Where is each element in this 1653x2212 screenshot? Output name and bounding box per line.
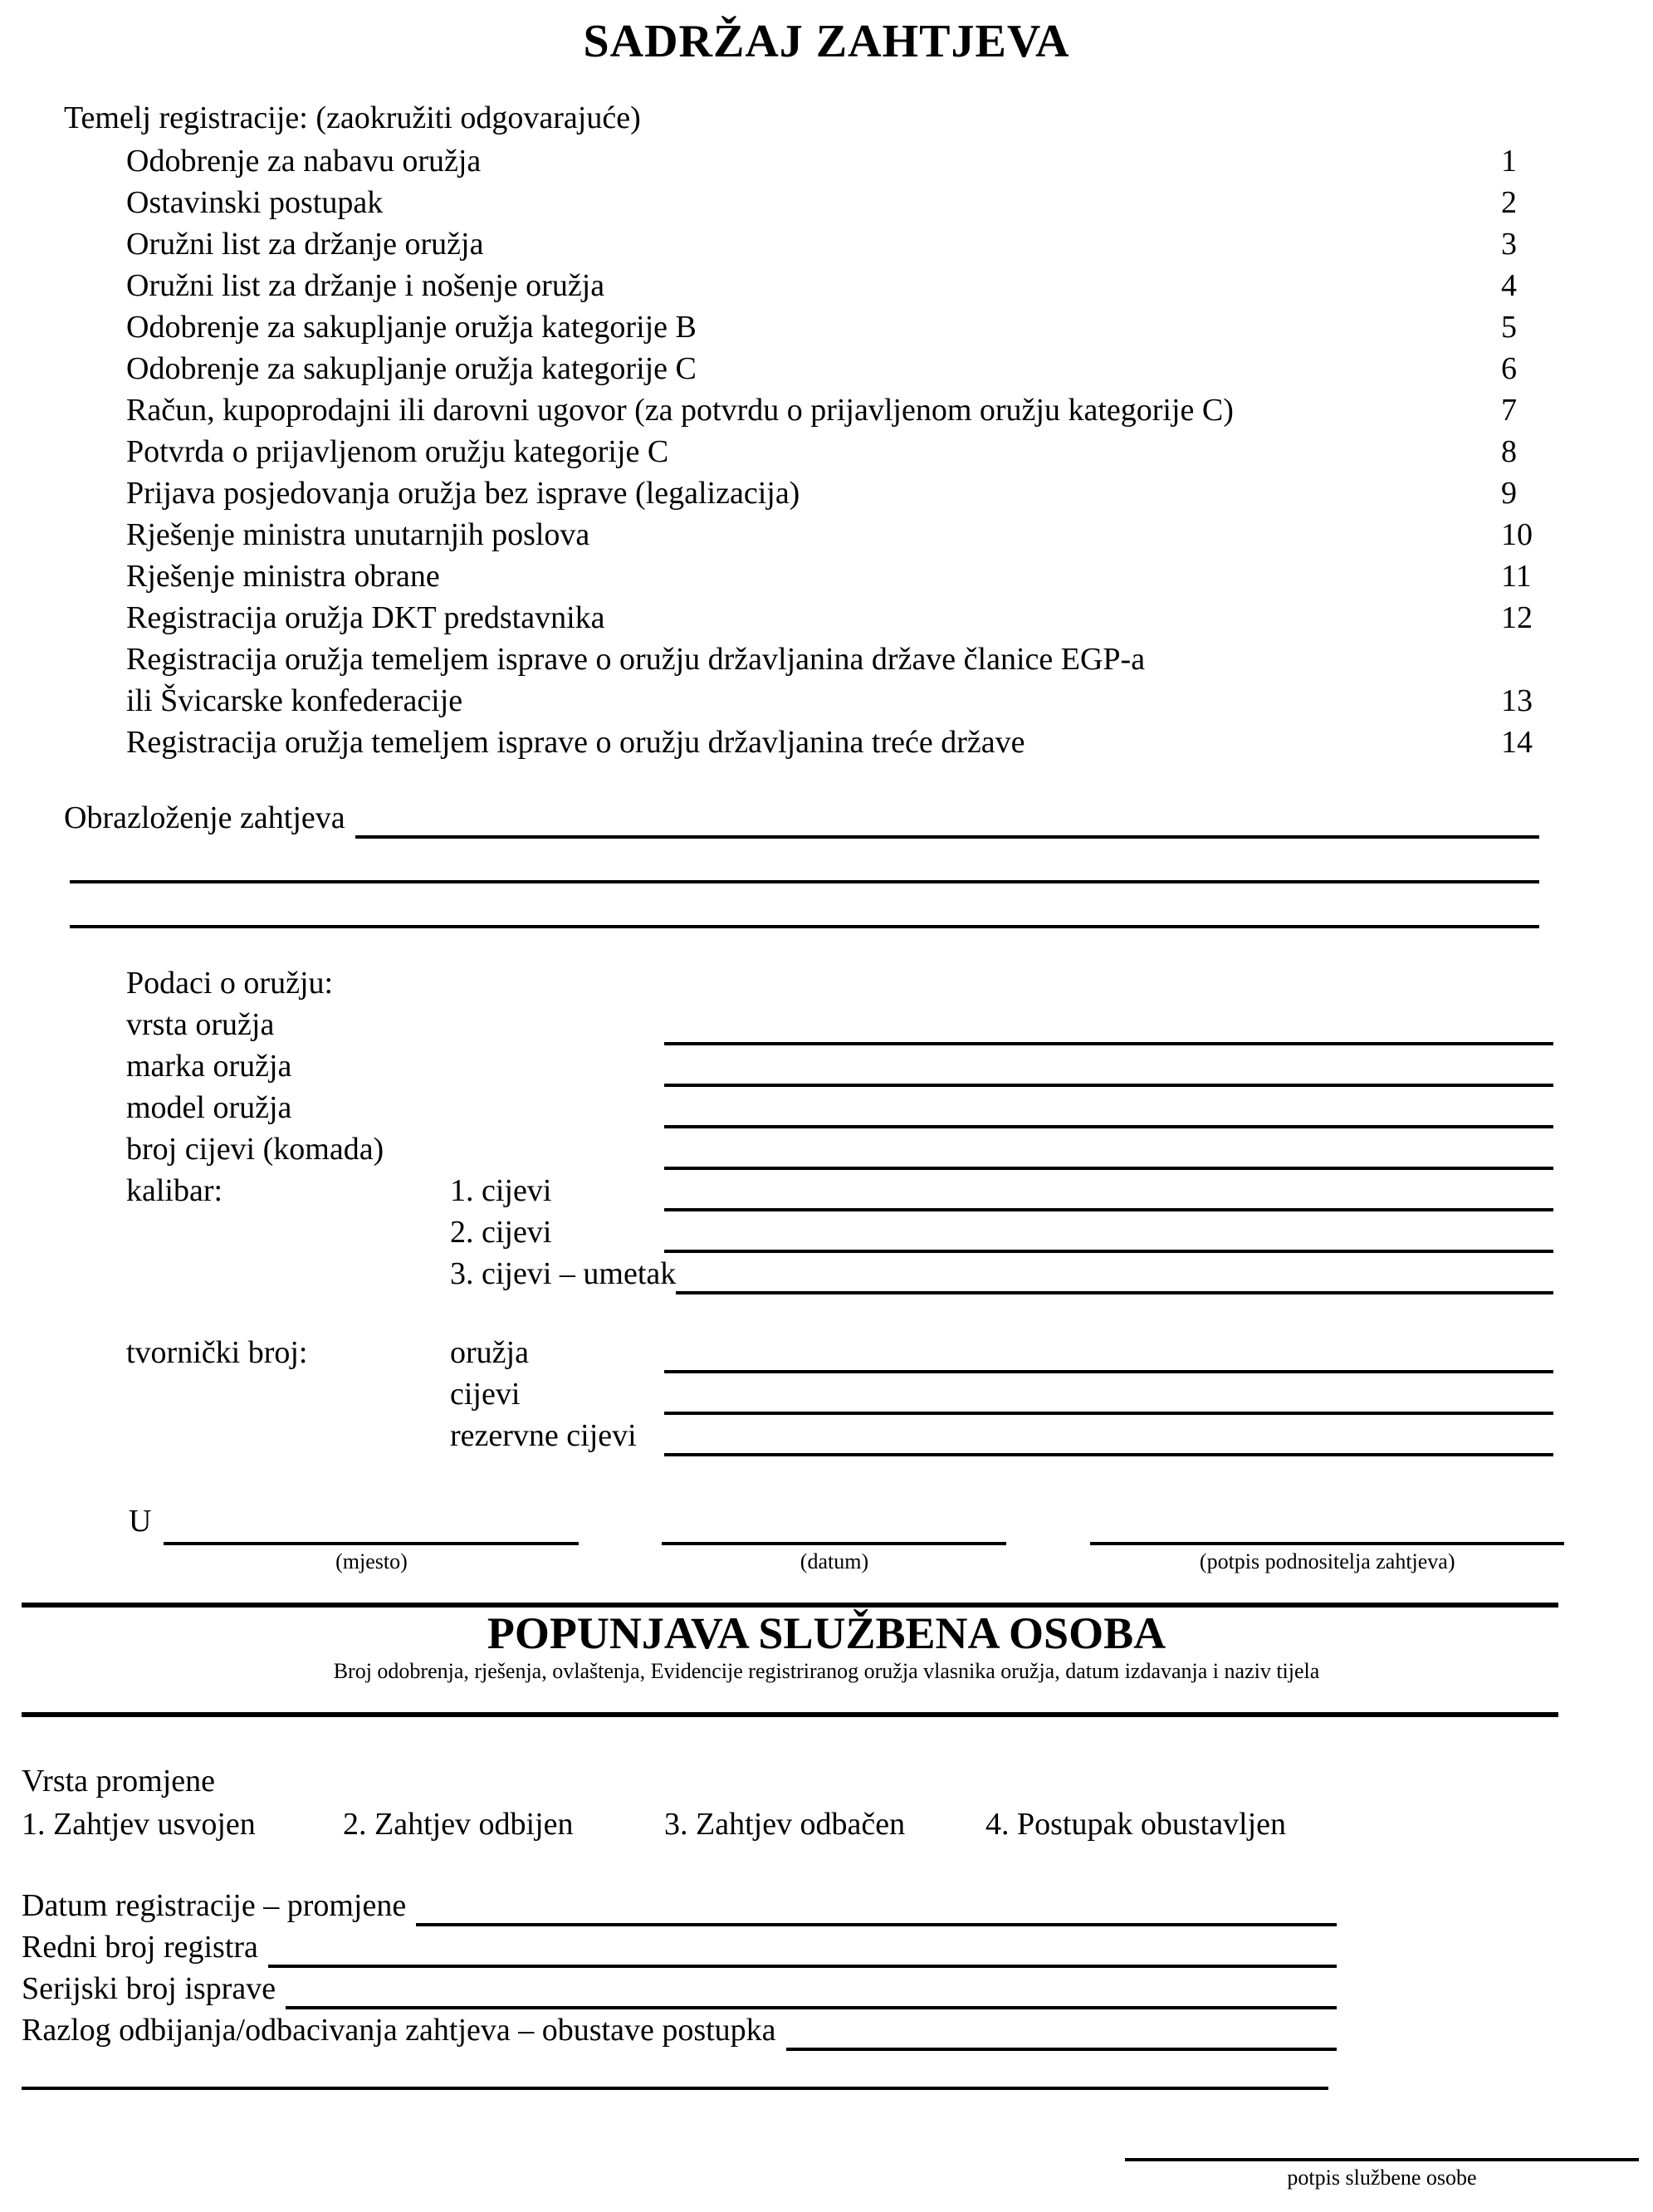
official-section-subtext: Broj odobrenja, rješenja, ovlaštenja, Evidencije registriranog oružja vlasnika oružja, datum izdavanja i naziv tijela bbox=[333, 1659, 1320, 1683]
date-field[interactable] bbox=[662, 1500, 1006, 1545]
registration-date-field[interactable] bbox=[416, 1885, 1337, 1926]
document-serial-field[interactable] bbox=[286, 1968, 1337, 2009]
basis-item-number[interactable]: 10 bbox=[1501, 517, 1533, 552]
place-date-signature-row bbox=[129, 1500, 1564, 1576]
rejection-reason-field[interactable] bbox=[786, 2009, 1337, 2051]
basis-item-label: Odobrenje za sakupljanje oružja kategorije C bbox=[126, 351, 697, 386]
field-sublabel bbox=[450, 1128, 664, 1170]
field-label bbox=[126, 1211, 450, 1253]
field-sublabel: 3. cijevi – umetak bbox=[450, 1256, 677, 1291]
field-label: broj cijevi (komada) bbox=[126, 1132, 384, 1167]
place-field[interactable] bbox=[164, 1500, 579, 1545]
rejection-reason-label: Razlog odbijanja/odbacivanja zahtjeva – obustave postupka bbox=[22, 2013, 776, 2048]
page-title: SADRŽAJ ZAHTJEVA bbox=[583, 16, 1070, 67]
field-row bbox=[126, 1415, 1553, 1456]
factory-number-weapon-field[interactable] bbox=[664, 1332, 1553, 1373]
factory-number-spare-barrel-field[interactable] bbox=[664, 1415, 1553, 1456]
section-divider-top bbox=[22, 1603, 1558, 1608]
weapon-type-field[interactable] bbox=[664, 1004, 1553, 1045]
basis-item-number[interactable]: 13 bbox=[1501, 683, 1533, 718]
basis-item-number[interactable]: 14 bbox=[1501, 725, 1533, 760]
basis-item-label: Rješenje ministra obrane bbox=[126, 559, 440, 594]
field-row bbox=[22, 1968, 1337, 2009]
field-sublabel bbox=[450, 1004, 664, 1045]
field-row bbox=[22, 1926, 1337, 1968]
official-section-heading: POPUNJAVA SLUŽBENA OSOBA bbox=[487, 1608, 1166, 1658]
caliber-barrel2-field[interactable] bbox=[664, 1211, 1553, 1253]
register-number-label: Redni broj registra bbox=[22, 1930, 258, 1965]
basis-item-label: Oružni list za držanje i nošenje oružja bbox=[126, 268, 605, 303]
registration-date-label: Datum registracije – promjene bbox=[22, 1888, 407, 1923]
list-item bbox=[126, 722, 1566, 763]
change-type-heading: Vrsta promjene bbox=[22, 1764, 216, 1798]
basis-item-number[interactable]: 2 bbox=[1501, 185, 1517, 220]
basis-item-label bbox=[126, 639, 1501, 722]
field-label: kalibar: bbox=[126, 1173, 223, 1208]
barrel-count-field[interactable] bbox=[664, 1128, 1553, 1170]
basis-item-number[interactable]: 3 bbox=[1501, 227, 1517, 262]
basis-item-label: Oružni list za držanje oružja bbox=[126, 227, 484, 262]
list-item bbox=[126, 389, 1566, 431]
factory-number-barrel-field[interactable] bbox=[664, 1373, 1553, 1415]
official-fields bbox=[22, 1885, 1337, 2051]
option-request-accepted[interactable]: 1. Zahtjev usvojen bbox=[22, 1807, 256, 1842]
field-row bbox=[126, 1253, 1553, 1294]
caliber-barrel1-field[interactable] bbox=[664, 1170, 1553, 1211]
basis-item-label: Registracija oružja temeljem isprave o oružju državljanina treće države bbox=[126, 725, 1025, 760]
register-number-field[interactable] bbox=[268, 1926, 1337, 1968]
caliber-barrel3-insert-field[interactable] bbox=[676, 1253, 1553, 1294]
basis-item-label: Odobrenje za nabavu oružja bbox=[126, 144, 482, 179]
field-row bbox=[22, 1885, 1337, 1926]
field-sublabel: oružja bbox=[450, 1335, 529, 1370]
field-row bbox=[126, 1128, 1553, 1170]
basis-item-number[interactable]: 5 bbox=[1501, 310, 1517, 345]
field-sublabel: 2. cijevi bbox=[450, 1215, 552, 1250]
place-column bbox=[164, 1500, 579, 1576]
field-row bbox=[126, 1170, 1553, 1211]
date-column bbox=[662, 1500, 1006, 1576]
justification-field-line2[interactable] bbox=[70, 839, 1539, 883]
justification-label: Obrazloženje zahtjeva bbox=[64, 800, 345, 835]
list-item bbox=[126, 597, 1566, 639]
basis-item-number[interactable]: 1 bbox=[1501, 144, 1517, 179]
change-type-options bbox=[22, 1803, 1566, 1845]
basis-item-label-line2: ili Švicarske konfederacije bbox=[126, 683, 463, 718]
place-prefix-label: U bbox=[129, 1504, 152, 1539]
field-label: tvornički broj: bbox=[126, 1335, 308, 1370]
field-row bbox=[126, 1004, 1553, 1045]
field-label: model oružja bbox=[126, 1090, 292, 1125]
list-item bbox=[126, 306, 1566, 348]
list-item bbox=[126, 472, 1566, 514]
field-sublabel: 1. cijevi bbox=[450, 1173, 552, 1208]
list-item bbox=[126, 140, 1566, 182]
justification-section bbox=[64, 797, 1539, 928]
field-label bbox=[126, 1373, 450, 1415]
basis-item-label: Rješenje ministra unutarnjih poslova bbox=[126, 517, 590, 552]
weapon-data-section bbox=[126, 962, 1553, 1294]
list-item bbox=[126, 348, 1566, 389]
basis-item-number[interactable]: 8 bbox=[1501, 434, 1517, 469]
basis-item-label: Potvrda o prijavljenom oružju kategorije C bbox=[126, 434, 669, 469]
basis-item-number[interactable]: 4 bbox=[1501, 268, 1517, 303]
document-serial-label: Serijski broj isprave bbox=[22, 1971, 276, 2006]
list-item bbox=[126, 639, 1566, 722]
basis-item-label: Odobrenje za sakupljanje oružja kategorije B bbox=[126, 310, 697, 345]
registration-basis-list bbox=[126, 140, 1566, 763]
place-caption: (mjesto) bbox=[335, 1549, 408, 1573]
basis-item-number[interactable]: 12 bbox=[1501, 600, 1533, 635]
option-request-denied[interactable]: 2. Zahtjev odbijen bbox=[343, 1807, 574, 1842]
applicant-signature-caption: (potpis podnositelja zahtjeva) bbox=[1199, 1549, 1455, 1573]
list-item bbox=[126, 555, 1566, 597]
basis-item-label: Ostavinski postupak bbox=[126, 185, 384, 220]
field-row bbox=[126, 1332, 1553, 1373]
option-procedure-suspended[interactable]: 4. Postupak obustavljen bbox=[985, 1807, 1287, 1842]
field-sublabel: rezervne cijevi bbox=[450, 1418, 637, 1453]
justification-field-line3[interactable] bbox=[70, 883, 1539, 928]
weapon-model-field[interactable] bbox=[664, 1087, 1553, 1128]
official-signature-field[interactable] bbox=[1125, 2158, 1639, 2161]
field-row bbox=[126, 1373, 1553, 1415]
basis-item-label: Račun, kupoprodajni ili darovni ugovor (za potvrdu o prijavljenom oružju kategorije C) bbox=[126, 393, 1234, 428]
field-row bbox=[126, 1087, 1553, 1128]
list-item bbox=[126, 514, 1566, 555]
list-item bbox=[126, 223, 1566, 265]
basis-item-label: Prijava posjedovanja oružja bez isprave (legalizacija) bbox=[126, 476, 800, 511]
list-item bbox=[126, 182, 1566, 223]
section-divider-bottom bbox=[22, 1712, 1558, 1717]
field-row bbox=[22, 2009, 1337, 2051]
applicant-signature-column bbox=[1090, 1500, 1564, 1576]
field-label: marka oružja bbox=[126, 1049, 292, 1084]
field-row bbox=[126, 1045, 1553, 1087]
factory-number-section bbox=[126, 1332, 1553, 1456]
basis-item-number[interactable]: 11 bbox=[1501, 559, 1532, 594]
option-request-rejected[interactable]: 3. Zahtjev odbačen bbox=[664, 1807, 906, 1842]
list-item bbox=[126, 431, 1566, 472]
field-sublabel bbox=[450, 1045, 664, 1087]
basis-item-label: Registracija oružja DKT predstavnika bbox=[126, 600, 605, 635]
applicant-signature-field[interactable] bbox=[1090, 1500, 1564, 1545]
weapon-data-heading: Podaci o oružju: bbox=[126, 966, 334, 1001]
justification-field-line1[interactable] bbox=[355, 797, 1539, 839]
basis-item-number[interactable]: 7 bbox=[1501, 393, 1517, 428]
field-row bbox=[126, 1211, 1553, 1253]
registration-basis-heading: Temelj registracije: (zaokružiti odgovarajuće) bbox=[64, 100, 641, 135]
rejection-reason-continuation-field[interactable] bbox=[22, 2050, 1328, 2090]
field-sublabel bbox=[450, 1087, 664, 1128]
field-label bbox=[126, 1415, 450, 1456]
field-label: vrsta oružja bbox=[126, 1007, 275, 1042]
basis-item-number[interactable]: 9 bbox=[1501, 476, 1517, 511]
field-label bbox=[126, 1253, 450, 1294]
official-signature-caption: potpis službene osobe bbox=[1287, 2166, 1477, 2190]
list-item bbox=[126, 265, 1566, 306]
basis-item-label-line1: Registracija oružja temeljem isprave o oružju državljanina države članice EGP-a bbox=[126, 642, 1146, 677]
weapon-make-field[interactable] bbox=[664, 1045, 1553, 1087]
basis-item-number[interactable]: 6 bbox=[1501, 351, 1517, 386]
date-caption: (datum) bbox=[800, 1549, 869, 1573]
field-sublabel: cijevi bbox=[450, 1377, 521, 1412]
